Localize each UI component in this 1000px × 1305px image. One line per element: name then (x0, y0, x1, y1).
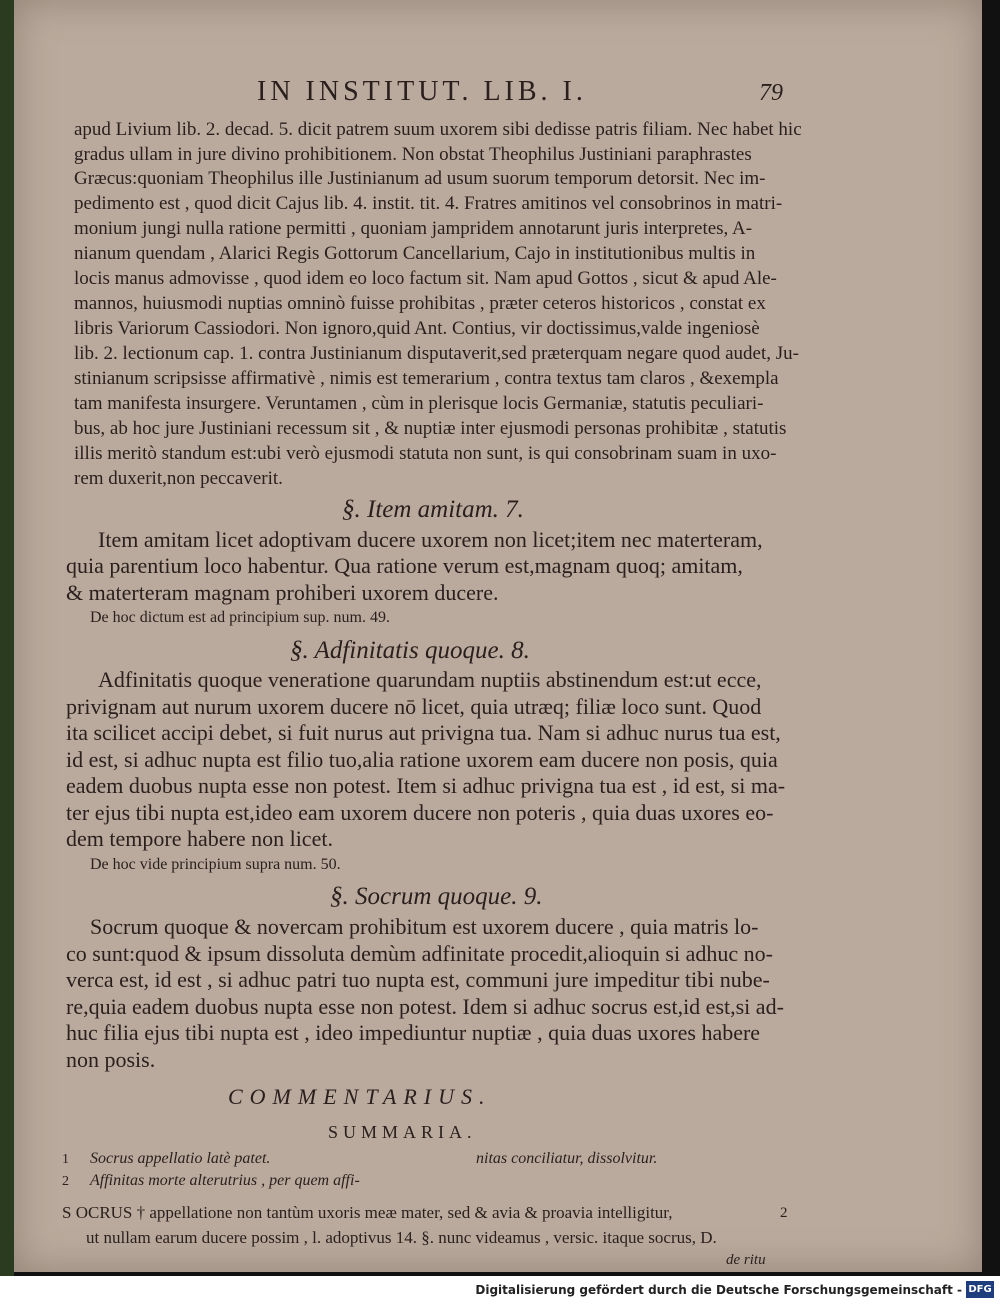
para1-line: gradus ullam in jure divino prohibitionem. Non obstat Theophilus Justiniani paraphrastes (74, 144, 752, 165)
para1-line: mannos, huiusmodi nuptias omninò fuisse prohibitas , præter ceteros historicos , constat ex (74, 293, 766, 314)
summary-number: 2 (62, 1174, 69, 1189)
book-edge (0, 0, 14, 1290)
para1-line: monium jungi nulla ratione permitti , quoniam jampridem annotarunt juris interpretes, A- (74, 218, 753, 239)
section7-line: Item amitam licet adoptivam ducere uxorem non licet;item nec materteram, (98, 527, 763, 552)
marginal-number: 2 (780, 1205, 788, 1221)
commentary-line: S OCRUS † appellatione non tantùm uxoris meæ mater, sed & avia & proavia intelligitur, (62, 1203, 673, 1222)
section9-line: co sunt:quod & ipsum dissoluta demùm adfinitate procedit,alioquin si adhuc no- (66, 941, 773, 966)
section-heading: §. Adfinitatis quoque. 8. (290, 637, 530, 664)
section8-line: dem tempore habere non licet. (66, 826, 333, 851)
para1-line: Græcus:quoniam Theophilus ille Justinianum ad usum suorum temporum detorsit. Nec im- (74, 168, 766, 189)
section9-line: re,quia eadem duobus nupta esse non potest. Idem si adhuc socrus est,id est,si ad- (66, 994, 784, 1019)
funding-notice: Digitalisierung gefördert durch die Deutsche Forschungsgemeinschaft - (475, 1283, 962, 1297)
section-heading: §. Item amitam. 7. (342, 496, 524, 523)
section8-line: Adfinitatis quoque veneratione quarundam nuptiis abstinendum est:ut ecce, (98, 667, 762, 692)
section8-line: ter ejus tibi nupta est,ideo eam uxorem ducere non poteris , quia duas uxores eo- (66, 800, 774, 825)
commentary-title: COMMENTARIUS. (228, 1084, 492, 1109)
digitization-footer (0, 1276, 1000, 1305)
section8-line: eadem duobus nupta esse non potest. Item si adhuc privigna tua est , id est, si ma- (66, 773, 786, 798)
section8-line: id est, si adhuc nupta est filio tuo,alia ratione uxorem eam ducere non posis, quia (66, 747, 778, 772)
para1-line: illis meritò standum est:ubi verò ejusmodi statuta non sunt, is qui consobrinam suam in uxo- (74, 443, 777, 464)
dfg-logo: DFG (966, 1281, 994, 1298)
para1-line: stinianum scripsisse affirmativè , nimis est temerarium , contra textus tam claros , &exempla (74, 368, 779, 389)
commentary-line: ut nullam earum ducere possim , l. adoptivus 14. §. nunc videamus , versic. itaque socrus, D. (86, 1228, 717, 1247)
para1-line: locis manus admovisse , quod idem eo loco factum sit. Nam apud Gottos , sicut & apud Ale- (74, 268, 777, 289)
page-number: 79 (759, 80, 783, 106)
summary-item: Affinitas morte alterutrius , per quem affi- (90, 1172, 360, 1189)
para1-line: nianum quendam , Alarici Regis Gottorum Cancellarium, Cajo in institutionibus multis in (74, 243, 756, 264)
para1-line: apud Livium lib. 2. decad. 5. dicit patrem suum uxorem sibi dedisse patris filiam. Nec habet hic (74, 119, 802, 140)
section9-line: Socrum quoque & novercam prohibitum est uxorem ducere , quia matris lo- (90, 914, 759, 939)
section8-line: ita scilicet accipi debet, si fuit nurus aut privigna tua. Nam si adhuc nurus tua est, (66, 720, 781, 745)
summary-item: Socrus appellatio latè patet. (90, 1150, 271, 1167)
book-page (14, 0, 982, 1272)
section9-line: huc filia ejus tibi nupta est , ideo impediuntur nuptiæ , quia duas uxores habere (66, 1020, 761, 1045)
para1-line: libris Variorum Cassiodori. Non ignoro,quid Ant. Contius, vir doctissimus,valde ingeniosè (74, 318, 760, 339)
section7-line: quia parentium loco habentur. Qua ratione verum est,magnam quoq; amitam, (66, 553, 743, 578)
catchword: de ritu (726, 1252, 766, 1268)
summary-number: 1 (62, 1152, 69, 1167)
section7-note: De hoc dictum est ad principium sup. num. 49. (90, 609, 390, 626)
summary-continuation: nitas conciliatur, dissolvitur. (476, 1150, 658, 1167)
section-heading: §. Socrum quoque. 9. (330, 883, 543, 910)
section9-line: non posis. (66, 1047, 156, 1072)
para1-line: rem duxerit,non peccaverit. (74, 468, 283, 489)
para1-line: bus, ab hoc jure Justiniani recessum sit , & nuptiæ inter ejusmodi personas prohibitæ , statutis (74, 418, 787, 439)
section8-line: privignam aut nurum uxorem ducere nō licet, quia utræq; filiæ loco sunt. Quod (66, 694, 762, 719)
section9-line: verca est, id est , si adhuc patri tuo nupta est, communi jure impeditur tibi nube- (66, 967, 770, 992)
running-header: IN INSTITUT. LIB. I. (257, 76, 587, 107)
para1-line: tam manifesta insurgere. Veruntamen , cùm in plerisque locis Germaniæ, statutis peculiari- (74, 393, 764, 414)
section7-line: & materteram magnam prohiberi uxorem ducere. (66, 580, 499, 605)
summary-title: SUMMARIA. (328, 1122, 477, 1142)
para1-line: lib. 2. lectionum cap. 1. contra Justinianum disputaverit,sed præterquam negare quod audet, Ju- (74, 343, 799, 364)
section8-note: De hoc vide principium supra num. 50. (90, 856, 341, 873)
para1-line: pedimento est , quod dicit Cajus lib. 4. instit. tit. 4. Fratres amitinos vel consobrinos in matri- (74, 193, 783, 214)
